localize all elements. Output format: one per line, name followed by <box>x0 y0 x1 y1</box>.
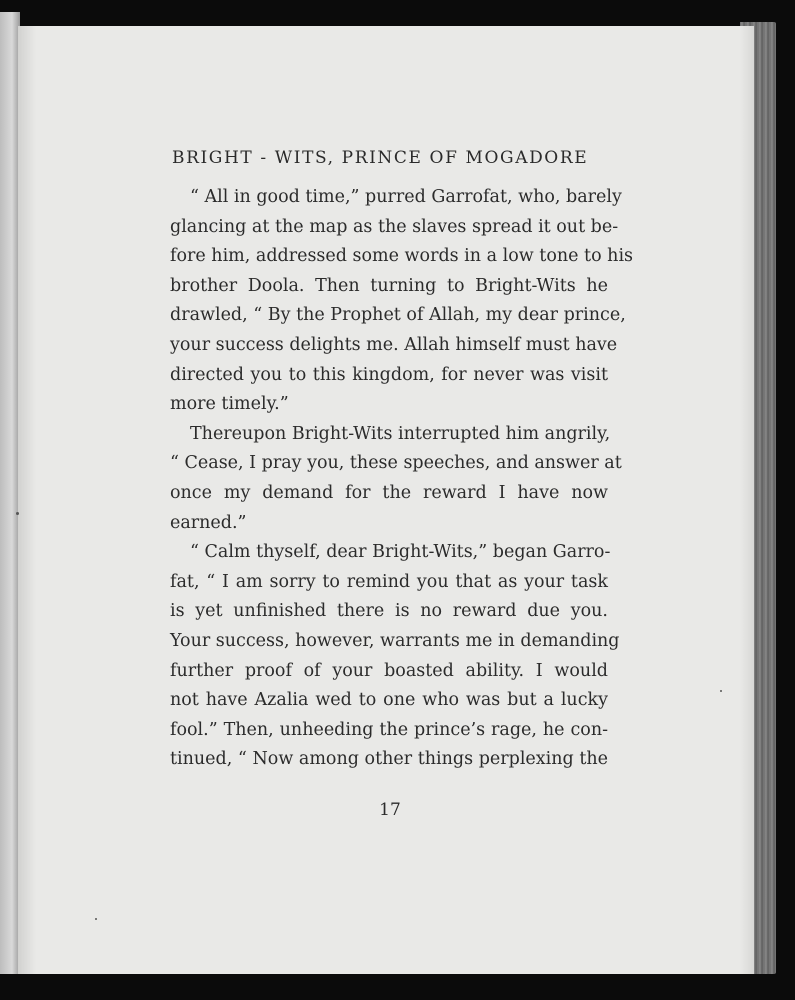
text-line: fool.” Then, unheeding the prince’s rage, he con- <box>170 719 608 740</box>
page-number: 17 <box>379 800 401 820</box>
text-line: directed you to this kingdom, for never was visit <box>170 364 608 385</box>
page-speck <box>16 512 19 515</box>
text-line: once my demand for the reward I have now <box>170 482 608 503</box>
text-line: is yet unfinished there is no reward due you. <box>170 601 608 622</box>
text-line: Thereupon Bright-Wits interrupted him angrily, <box>190 423 611 444</box>
text-line: “ All in good time,” purred Garrofat, who, barely <box>190 187 622 207</box>
text-line: fat, “ I am sorry to remind you that as your task <box>170 571 608 592</box>
text-line: “ Cease, I pray you, these speeches, and answer at <box>170 453 622 474</box>
text-line: not have Azalia wed to one who was but a lucky <box>170 690 608 711</box>
text-line: earned.” <box>170 512 247 533</box>
text-line: brother Doola. Then turning to Bright-Wits he <box>170 275 608 296</box>
running-head: BRIGHT - WITS, PRINCE OF MOGADORE <box>172 148 589 168</box>
text-line: glancing at the map as the slaves spread it out be- <box>170 216 619 237</box>
page-speck <box>95 918 97 920</box>
text-line: Your success, however, warrants me in demanding <box>170 630 620 651</box>
page-speck <box>720 690 722 692</box>
text-line: fore him, addressed some words in a low tone to his <box>170 246 634 267</box>
text-line: “ Calm thyself, dear Bright-Wits,” began Garro- <box>190 542 611 563</box>
text-line: more timely.” <box>170 394 289 415</box>
text-line: drawled, “ By the Prophet of Allah, my dear prince, <box>170 305 626 326</box>
previous-page-edge <box>0 12 20 974</box>
body-text <box>170 183 634 775</box>
text-line: further proof of your boasted ability. I would <box>170 660 608 681</box>
text-line: tinued, “ Now among other things perplexing the <box>170 749 608 770</box>
text-line: your success delights me. Allah himself must have <box>170 334 618 355</box>
